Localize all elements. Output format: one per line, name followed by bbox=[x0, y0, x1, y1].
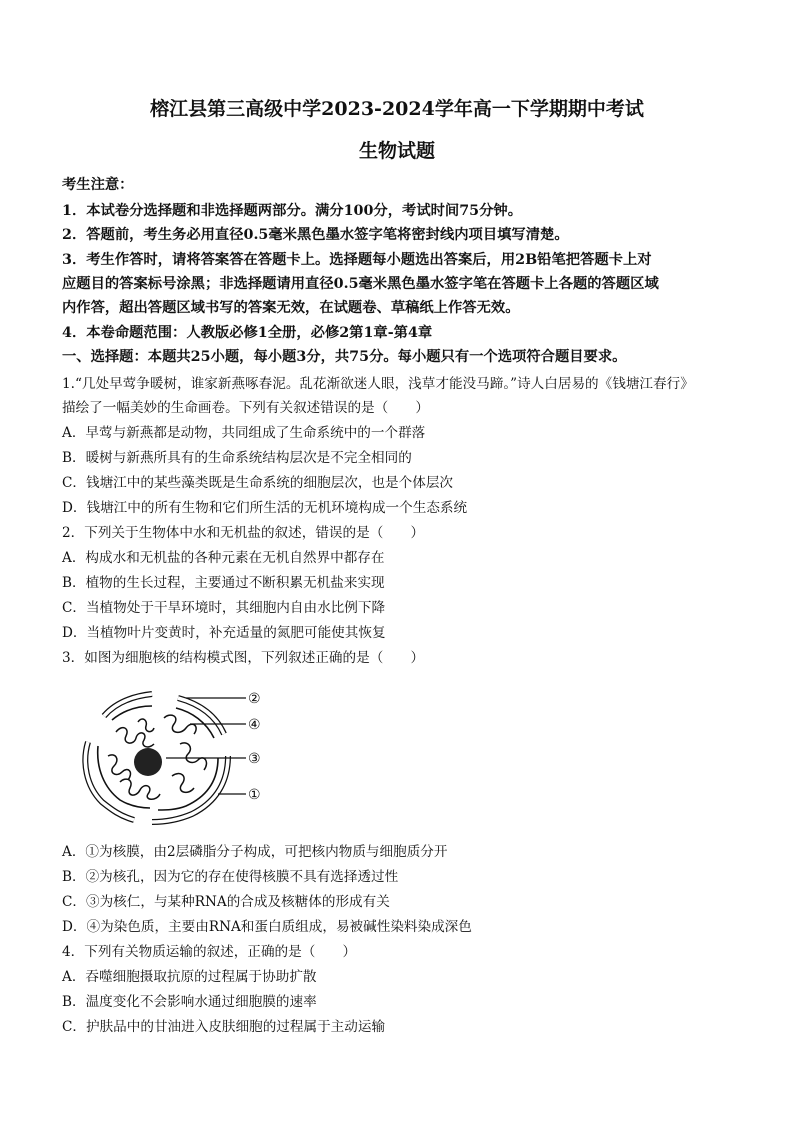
option-d: D．钱塘江中的所有生物和它们所生活的无机环境构成一个生态系统 bbox=[62, 500, 468, 516]
question-stem: 4．下列有关物质运输的叙述，正确的是（ ） bbox=[62, 944, 357, 960]
option-c: C．③为核仁，与某种RNA的合成及核糖体的形成有关 bbox=[62, 894, 390, 910]
option-b: B．温度变化不会影响水通过细胞膜的速率 bbox=[62, 994, 317, 1010]
page-title: 榕江县第三高级中学2023-2024学年高一下学期期中考试 bbox=[150, 98, 644, 120]
option-d: D．当植物叶片变黄时，补充适量的氮肥可能使其恢复 bbox=[62, 625, 386, 641]
notice-item: 1．本试卷分选择题和非选择题两部分。满分100分，考试时间75分钟。 bbox=[62, 203, 522, 219]
notice-item: 内作答，超出答题区域书写的答案无效，在试题卷、草稿纸上作答无效。 bbox=[62, 300, 520, 316]
option-c: C．钱塘江中的某些藻类既是生命系统的细胞层次，也是个体层次 bbox=[62, 475, 454, 491]
label-1: ① bbox=[248, 787, 261, 803]
option-b: B．植物的生长过程，主要通过不断积累无机盐来实现 bbox=[62, 575, 385, 591]
nucleus-diagram bbox=[68, 686, 278, 826]
option-c: C．护肤品中的甘油进入皮肤细胞的过程属于主动运输 bbox=[62, 1019, 386, 1035]
option-a: A．①为核膜，由2层磷脂分子构成，可把核内物质与细胞质分开 bbox=[62, 844, 448, 860]
page-subtitle: 生物试题 bbox=[358, 140, 435, 162]
section-heading: 一、选择题：本题共25小题，每小题3分，共75分。每小题只有一个选项符合题目要求。 bbox=[62, 349, 627, 365]
notice-item: 应题目的答案标号涂黑；非选择题请用直径0.5毫米黑色墨水签字笔在答题卡上各题的答题区域 bbox=[62, 276, 659, 292]
notice-item: 3．考生作答时，请将答案答在答题卡上。选择题每小题选出答案后，用2B铅笔把答题卡上对 bbox=[62, 252, 652, 268]
option-a: A．早莺与新燕都是动物，共同组成了生命系统中的一个群落 bbox=[62, 425, 426, 441]
label-4: ④ bbox=[248, 717, 261, 733]
option-b: B．②为核孔，因为它的存在使得核膜不具有选择透过性 bbox=[62, 869, 399, 885]
label-2: ② bbox=[248, 691, 261, 707]
label-3: ③ bbox=[248, 751, 261, 767]
notice-item: 4．本卷命题范围：人教版必修1全册，必修2第1章-第4章 bbox=[62, 325, 433, 341]
question-stem: 3．如图为细胞核的结构模式图，下列叙述正确的是（ ） bbox=[62, 650, 425, 666]
option-a: A．吞噬细胞摄取抗原的过程属于协助扩散 bbox=[62, 969, 317, 985]
question-stem: 2．下列关于生物体中水和无机盐的叙述，错误的是（ ） bbox=[62, 525, 425, 541]
option-a: A．构成水和无机盐的各种元素在无机自然界中都存在 bbox=[62, 550, 385, 566]
notice-item: 2．答题前，考生务必用直径0.5毫米黑色墨水签字笔将密封线内项目填写清楚。 bbox=[62, 227, 569, 243]
notice-heading: 考生注意： bbox=[62, 177, 134, 193]
question-stem: 1.“几处早莺争暖树，谁家新燕啄春泥。乱花渐欲迷人眼，浅草才能没马蹄。”诗人白居易的《钱塘江春行》 bbox=[62, 376, 694, 392]
question-stem: 描绘了一幅美妙的生命画卷。下列有关叙述错误的是（ ） bbox=[62, 400, 430, 416]
option-c: C．当植物处于干旱环境时，其细胞内自由水比例下降 bbox=[62, 600, 386, 616]
option-d: D．④为染色质，主要由RNA和蛋白质组成，易被碱性染料染成深色 bbox=[62, 919, 472, 935]
option-b: B．暖树与新燕所具有的生命系统结构层次是不完全相同的 bbox=[62, 450, 412, 466]
